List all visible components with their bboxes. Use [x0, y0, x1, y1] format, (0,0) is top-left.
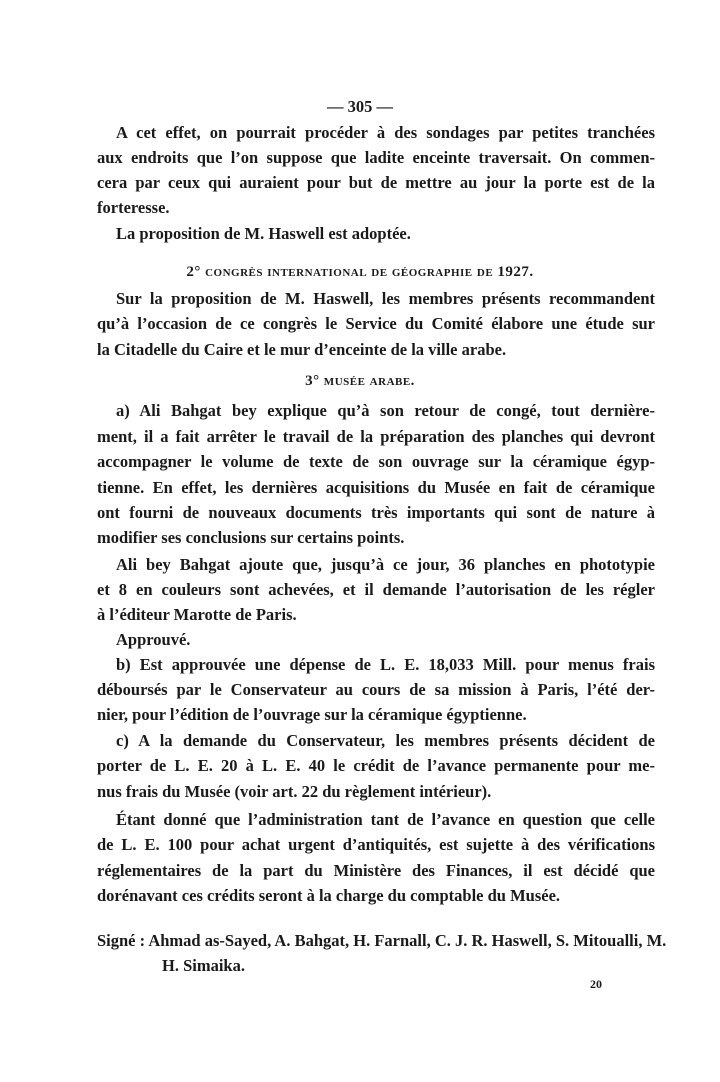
para1-line: cera par ceux qui auraient pour but de mettre au jour la porte est de la	[97, 173, 655, 192]
para3-line: la Citadelle du Caire et le mur d’enceinte de la ville arabe.	[97, 340, 507, 359]
para9-line: de L. E. 100 pour achat urgent d’antiquités, est sujette à des vérifications	[97, 835, 655, 854]
signatures-line-1: Signé : Ahmad as-Sayed, A. Bahgat, H. Farnall, C. J. R. Haswell, S. Mitoualli, M.	[97, 931, 667, 950]
para7-line: b) Est approuvée une dépense de L. E. 18,033 Mill. pour menus frais	[116, 655, 655, 674]
para3-line: Sur la proposition de M. Haswell, les membres présents recommandent	[116, 289, 655, 308]
para7-line: déboursés par le Conservateur au cours de sa mission à Paris, l’été der-	[97, 680, 655, 699]
para9-line: Étant donné que l’administration tant de l’avance en question que celle	[116, 810, 655, 829]
para8-line: c) A la demande du Conservateur, les membres présents décident de	[116, 731, 655, 750]
para4-line: accompagner le volume de texte de son ouvrage sur la céramique égyp-	[97, 452, 655, 471]
para1-line: A cet effet, on pourrait procéder à des sondages par petites tranchées	[116, 123, 655, 142]
para8-line: porter de L. E. 20 à L. E. 40 le crédit de l’avance permanente pour me-	[97, 756, 655, 775]
section-heading-congres: 2° congrès international de géographie de 1927.	[186, 264, 534, 280]
page-number: — 305 —	[327, 97, 393, 116]
para1-line: aux endroits que l’on suppose que ladite enceinte traversait. On commen-	[97, 148, 655, 167]
para5-line: et 8 en couleurs sont achevées, et il demande l’autorisation de les régler	[97, 580, 655, 599]
signature-mark: 20	[590, 977, 602, 991]
para9-line: dorénavant ces crédits seront à la charge du comptable du Musée.	[97, 886, 561, 905]
para3-line: qu’à l’occasion de ce congrès le Service du Comité élabore une étude sur	[97, 314, 655, 333]
signatures-line-2: H. Simaika.	[162, 956, 245, 975]
para5-line: Ali bey Bahgat ajoute que, jusqu’à ce jour, 36 planches en phototypie	[116, 555, 655, 574]
para4-line: tienne. En effet, les dernières acquisitions du Musée en fait de céramique	[97, 478, 655, 497]
para4-line: ont fourni de nouveaux documents très importants qui sont de nature à	[97, 503, 655, 522]
para4-line: modifier ses conclusions sur certains points.	[97, 528, 405, 547]
para8-line: nus frais du Musée (voir art. 22 du règlement intérieur).	[97, 782, 492, 801]
para7-line: nier, pour l’édition de l’ouvrage sur la céramique égyptienne.	[97, 705, 527, 724]
para4-line: a) Ali Bahgat bey explique qu’à son retour de congé, tout dernière-	[116, 401, 655, 420]
para2-line: La proposition de M. Haswell est adoptée.	[116, 224, 411, 243]
para1-line: forteresse.	[97, 198, 170, 217]
para5-line: à l’éditeur Marotte de Paris.	[97, 605, 297, 624]
section-heading-musee: 3° musée arabe.	[305, 373, 415, 389]
para6-line: Approuvé.	[116, 630, 191, 649]
para4-line: ment, il a fait arrêter le travail de la préparation des planches qui devront	[97, 427, 655, 446]
para9-line: réglementaires de la part du Ministère des Finances, il est décidé que	[97, 861, 655, 880]
